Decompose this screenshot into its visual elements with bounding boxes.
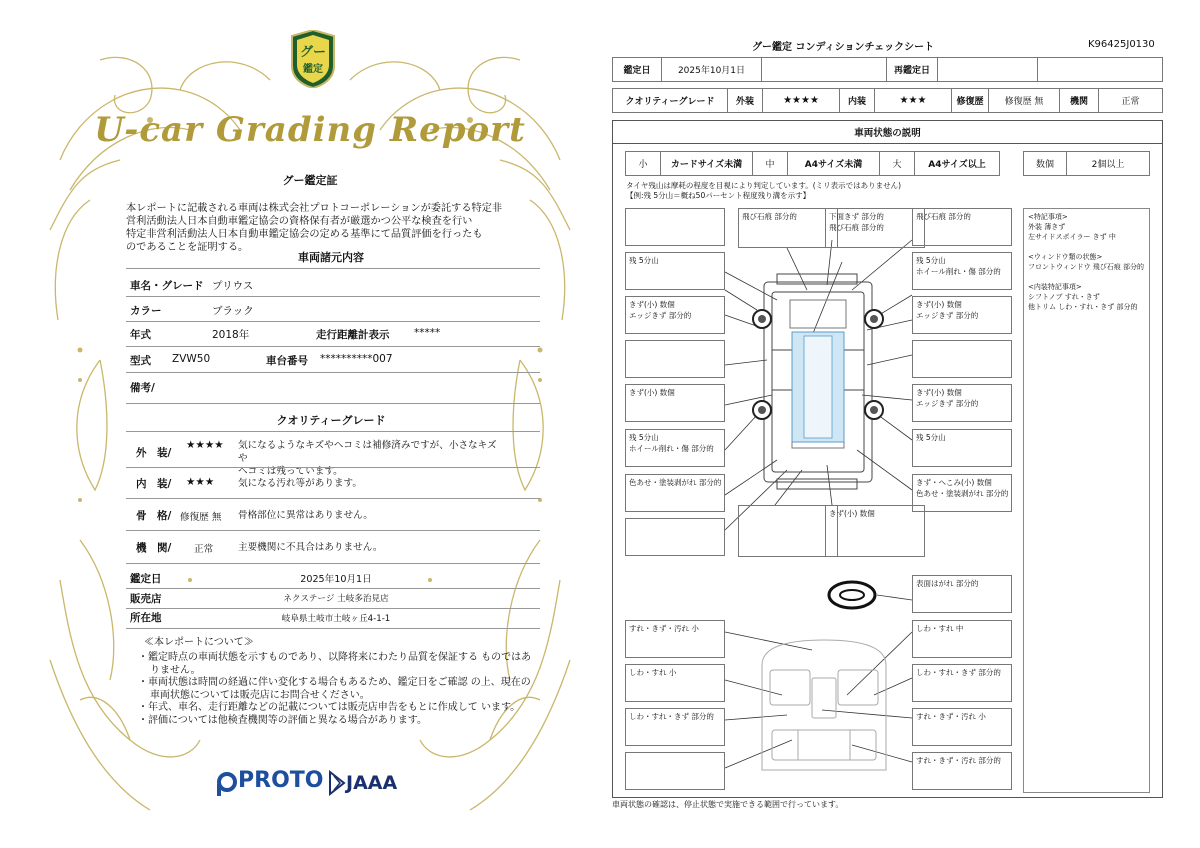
- damage-text: 残 5分山: [916, 256, 946, 265]
- interior-value: ★★★: [874, 88, 952, 113]
- interior-box: [912, 664, 1012, 702]
- quality-desc-engine: [238, 541, 503, 554]
- intro-line: 営利活動法人日本自動車鑑定協会の資格保有者が厳選かつ公平な検査を行い: [126, 216, 473, 227]
- date-blank: [761, 57, 887, 82]
- tire-note-1: タイヤ残山は摩耗の程度を目視により判定しています。(ミリ表示ではありません): [626, 181, 902, 190]
- damage-text: エッジきず 部分的: [916, 311, 979, 320]
- damage-box: [825, 505, 925, 557]
- interior-text: しわ・すれ 小: [629, 668, 677, 677]
- interior-text: 表面はがれ 部分的: [916, 579, 979, 588]
- tire-note-2: 【例:残 5分山＝概ね50パーセント程度残り溝を示す】: [626, 191, 811, 200]
- damage-box: [912, 340, 1012, 378]
- intro-line: 特定非営利活動法人日本自動車鑑定協会の定める基準にて品質評価を行ったも: [126, 229, 483, 240]
- quality-grade-engine: 正常: [194, 544, 214, 555]
- damage-box: [625, 384, 725, 422]
- notes-line: シフトノブ すれ・きず: [1028, 293, 1100, 301]
- address-value: 岐阜県土岐市土岐ヶ丘4-1-1: [281, 614, 391, 624]
- goo-appraisal-badge-icon: [288, 30, 338, 88]
- damage-text: きず(小) 数個: [629, 300, 675, 309]
- quality-label-interior: 内 装/: [136, 478, 172, 490]
- sheet-title: グー鑑定 コンディションチェックシート: [752, 42, 935, 53]
- interior-box: [625, 664, 725, 702]
- damage-box: [625, 429, 725, 467]
- status-title: 車両状態の説明: [854, 128, 921, 139]
- badge-text-top: グー: [299, 45, 327, 60]
- odometer-value: *****: [414, 327, 441, 339]
- damage-text: 飛び石痕 部分的: [916, 212, 971, 221]
- damage-box: [912, 384, 1012, 422]
- damage-box: [912, 296, 1012, 334]
- damage-box: [825, 208, 925, 248]
- certificate-intro: [126, 202, 536, 254]
- size-mid-desc: A4サイズ未満: [787, 151, 880, 176]
- count-label: 数個: [1023, 151, 1067, 176]
- interior-text: しわ・すれ・きず 部分的: [629, 712, 714, 721]
- quality-desc-line: 気になるようなキズやヘコミは補修済みですが、小さなキズや: [238, 440, 497, 464]
- divider: [126, 321, 540, 322]
- jaaa-logo-icon: [328, 770, 346, 796]
- interior-box: [912, 575, 1012, 613]
- damage-box: [738, 208, 838, 248]
- count-desc: 2個以上: [1066, 151, 1150, 176]
- damage-text: 残 5分山: [629, 433, 659, 442]
- divider: [126, 372, 540, 373]
- divider: [126, 563, 540, 564]
- quality-label-frame: 骨 格/: [136, 510, 172, 522]
- odometer-label: 走行距離計表示: [316, 329, 390, 341]
- quality-label-exterior: 外 装/: [136, 447, 172, 459]
- damage-box: [912, 474, 1012, 512]
- damage-text: 残 5分山: [629, 256, 659, 265]
- proto-logo: PROTO: [238, 768, 324, 793]
- exterior-value: ★★★★: [762, 88, 840, 113]
- report-title: U-car Grading Report: [94, 110, 526, 150]
- interior-box: [625, 752, 725, 790]
- damage-text: きず(小) 数個: [829, 509, 875, 518]
- divider: [126, 268, 540, 269]
- note-item: ・鑑定時点の車両状態を示すものであり、以降将来にわたり品質を保証する ものではありません。: [138, 652, 532, 676]
- damage-box: [625, 474, 725, 512]
- quality-desc-line: 気になる汚れ等があります。: [238, 478, 362, 489]
- dealer-value: ネクステージ 土岐多治見店: [283, 594, 389, 604]
- jaaa-logo: JAAA: [346, 772, 398, 794]
- certificate-subtitle: グー鑑定証: [282, 174, 338, 187]
- sheet-code: K96425J0130: [1088, 39, 1155, 50]
- special-notes-box: [1023, 208, 1150, 793]
- size-mid-label: 中: [752, 151, 788, 176]
- notes-line: 外装 薄きず: [1028, 223, 1066, 231]
- exterior-label: 外装: [727, 88, 763, 113]
- notes-spacer: [1028, 272, 1145, 282]
- note-item: ・評価については他検査機関等の評価と異なる場合があります。: [138, 714, 427, 726]
- notes-line: <内装特記事項>: [1028, 283, 1082, 291]
- damage-text: ホイール削れ・傷 部分的: [629, 444, 714, 453]
- chassis-label: 車台番号: [266, 355, 308, 367]
- damage-text: きず(小) 数個: [916, 300, 962, 309]
- year-value: 2018年: [212, 329, 250, 341]
- badge-text-bottom: 鑑定: [303, 64, 323, 75]
- interior-label: 内装: [839, 88, 875, 113]
- car-name-value: プリウス: [212, 280, 254, 292]
- reappraisal-value: [937, 57, 1038, 82]
- chassis-value: **********007: [320, 353, 393, 365]
- notes-line: フロントウィンドウ 飛び石痕 部分的: [1028, 263, 1145, 271]
- notes-spacer: [1028, 242, 1145, 252]
- model-label: 型式: [130, 355, 151, 367]
- quality-label-engine: 機 関/: [136, 542, 172, 554]
- steering-wheel-icon: [829, 582, 875, 608]
- sheet-footer: 車両状態の確認は、停止状態で実施できる範囲で行っています。: [612, 800, 844, 809]
- interior-box: [912, 708, 1012, 746]
- divider: [126, 608, 540, 609]
- damage-text: 下面きず 部分的: [829, 212, 884, 221]
- notes-list: [138, 652, 538, 728]
- divider: [126, 530, 540, 531]
- interior-box: [912, 620, 1012, 658]
- interior-text: すれ・きず・汚れ 小: [629, 624, 699, 633]
- reappraisal-blank: [1037, 57, 1163, 82]
- spec-section-title: 車両諸元内容: [298, 251, 364, 264]
- certificate: [40, 20, 580, 840]
- damage-text: エッジきず 部分的: [629, 311, 692, 320]
- remarks-label: 備考/: [130, 382, 155, 394]
- damage-box: [625, 340, 725, 378]
- damage-text: きず(小) 数個: [629, 388, 675, 397]
- color-label: カラー: [130, 305, 162, 317]
- notes-title: ≪本レポートについて≫: [144, 637, 254, 648]
- note-item: ・車両状態は時間の経過に伴い変化する場合もあるため、鑑定日をご確認 の上、現在の車両状態については販売店にお問合せください。: [138, 677, 531, 701]
- dealer-label: 販売店: [130, 593, 162, 605]
- proto-logo-icon: [216, 772, 238, 796]
- quality-section-title: クオリティーグレード: [276, 414, 386, 427]
- notes-line: <ウィンドウ類の状態>: [1028, 253, 1103, 261]
- color-value: ブラック: [212, 305, 254, 317]
- intro-line: のであることを証明する。: [126, 242, 249, 253]
- qg-label: クオリティーグレード: [612, 88, 728, 113]
- quality-grade-frame: 修復歴 無: [180, 512, 222, 523]
- damage-box: [738, 505, 838, 557]
- damage-text: きず・へこみ(小) 数個: [916, 478, 992, 487]
- notes-line: <特記事項>: [1028, 213, 1068, 221]
- divider: [126, 431, 540, 432]
- intro-line: 本レポートに記載される車両は株式会社プロトコーポレーションが委託する特定非: [126, 203, 503, 214]
- damage-box: [625, 252, 725, 290]
- quality-desc-line: 主要機関に不具合はありません。: [238, 542, 383, 553]
- appraisal-date-value: 2025年10月1日: [300, 574, 372, 585]
- date-label: 鑑定日: [612, 57, 662, 82]
- damage-text: 色あせ・塗装剥がれ 部分的: [629, 478, 722, 487]
- repair-value: 修復歴 無: [988, 88, 1060, 113]
- interior-text: すれ・きず・汚れ 部分的: [916, 756, 1001, 765]
- interior-box: [625, 708, 725, 746]
- divider: [126, 296, 540, 297]
- size-large-desc: A4サイズ以上: [914, 151, 1000, 176]
- appraisal-date-label: 鑑定日: [130, 573, 162, 585]
- damage-text: 色あせ・塗装剥がれ 部分的: [916, 489, 1009, 498]
- divider: [126, 498, 540, 499]
- quality-desc-exterior: [238, 439, 503, 478]
- notes-line: 左サイドスポイラー きず 中: [1028, 233, 1116, 241]
- damage-text: きず(小) 数個: [916, 388, 962, 397]
- repair-label: 修復歴: [951, 88, 989, 113]
- damage-box: [912, 252, 1012, 290]
- interior-box: [625, 620, 725, 658]
- damage-box: [625, 296, 725, 334]
- year-label: 年式: [130, 329, 151, 341]
- interior-text: すれ・きず・汚れ 小: [916, 712, 986, 721]
- address-label: 所在地: [130, 612, 162, 624]
- size-large-label: 大: [879, 151, 915, 176]
- damage-text: 残 5分山: [916, 433, 946, 442]
- interior-box: [912, 752, 1012, 790]
- car-name-label: 車名・グレード: [130, 280, 204, 292]
- size-small-desc: カードサイズ未満: [660, 151, 753, 176]
- model-value: ZVW50: [172, 353, 211, 365]
- divider: [126, 346, 540, 347]
- quality-desc-frame: [238, 509, 503, 522]
- damage-text: ホイール削れ・傷 部分的: [916, 267, 1001, 276]
- reappraisal-label: 再鑑定日: [886, 57, 938, 82]
- damage-box: [625, 518, 725, 556]
- engine-value: 正常: [1098, 88, 1163, 113]
- quality-desc-interior: [238, 477, 503, 490]
- size-small-label: 小: [625, 151, 661, 176]
- interior-text: しわ・すれ 中: [916, 624, 964, 633]
- notes-line: 他トリム しわ・すれ・きず 部分的: [1028, 303, 1138, 311]
- engine-label: 機関: [1059, 88, 1099, 113]
- interior-text: しわ・すれ・きず 部分的: [916, 668, 1001, 677]
- divider: [126, 467, 540, 468]
- date-value: 2025年10月1日: [661, 57, 762, 82]
- quality-desc-line: ヘコミは残っています。: [238, 466, 343, 477]
- divider: [126, 588, 540, 589]
- damage-text: 飛び石痕 部分的: [742, 212, 797, 221]
- divider: [126, 628, 540, 629]
- note-item: ・年式、車名、走行距離などの記載については販売店申告をもとに作成して います。: [138, 702, 521, 714]
- damage-box: [625, 208, 725, 246]
- damage-box: [912, 429, 1012, 467]
- damage-box: [912, 208, 1012, 246]
- quality-grade-interior: ★★★: [186, 476, 215, 488]
- damage-text: エッジきず 部分的: [916, 399, 979, 408]
- damage-text: 飛び石痕 部分的: [829, 223, 884, 232]
- divider: [126, 403, 540, 404]
- quality-desc-line: 骨格部位に異常はありません。: [238, 510, 373, 521]
- quality-grade-exterior: ★★★★: [186, 439, 224, 451]
